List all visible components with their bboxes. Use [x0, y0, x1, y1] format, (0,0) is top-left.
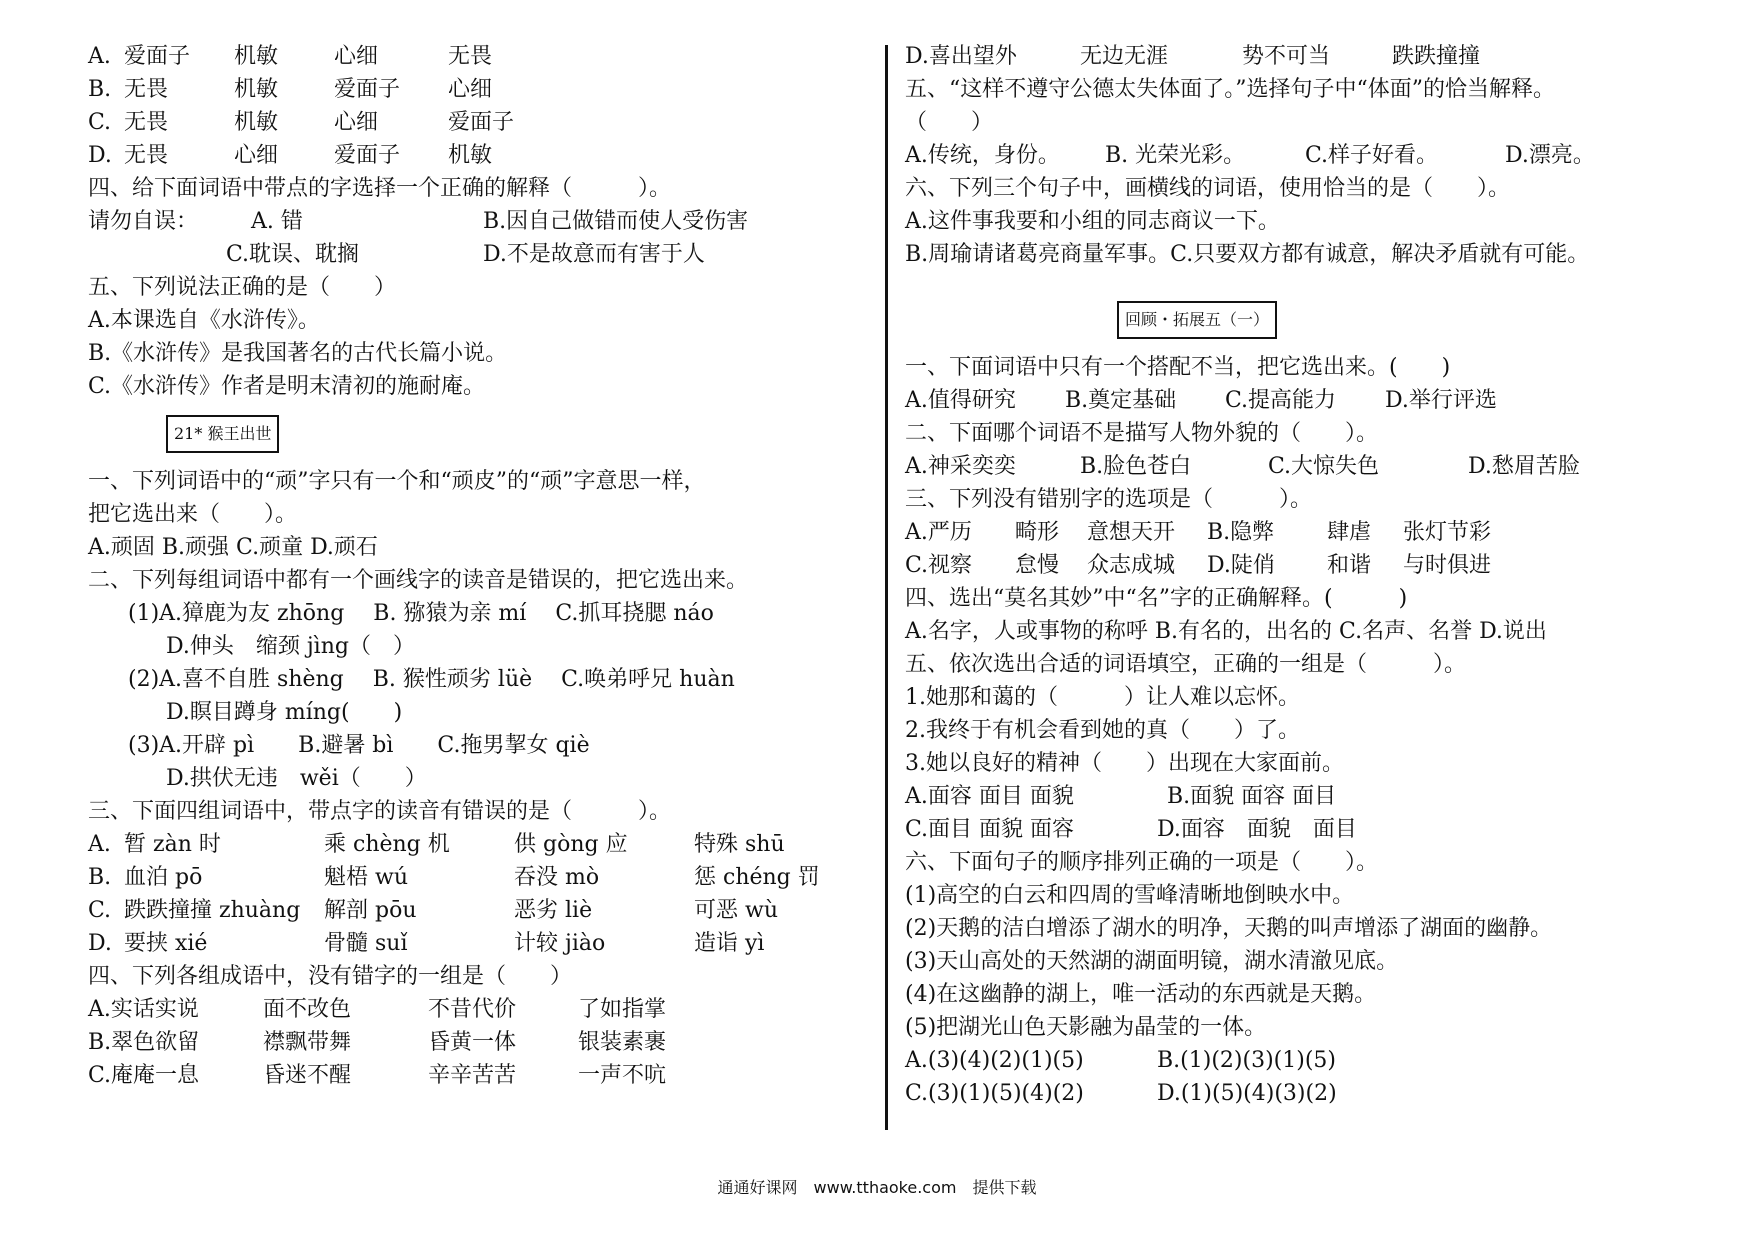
footer-credit: 通通好课网 www.tthaoke.com 提供下载 — [717, 1178, 1037, 1197]
r-q5-paren: （ ） — [905, 110, 994, 135]
q5-option-a: A.本课选自《水浒传》。 — [88, 308, 320, 333]
r3-title: 三、下列没有错别字的选项是（ ）。 — [905, 487, 1313, 512]
s1-options: A.顽固 B.顽强 C.顽童 D.顽石 — [88, 535, 378, 560]
r1-title: 一、下面词语中只有一个搭配不当，把它选出来。( ) — [905, 355, 1451, 380]
s2-group3-d: D.拱伏无违 wěi（ ） — [166, 766, 427, 791]
s2-group2-d: D.瞑目蹲身 míng( ) — [166, 700, 403, 725]
s2-group1: (1)A.獐鹿为友 zhōng B. 猕猿为亲 mí C.抓耳挠腮 náo — [128, 601, 714, 626]
q3-option-b: B. 无畏 机敏 爱面子 心细 — [88, 77, 493, 102]
r5-sentence-2: 2.我终于有机会看到她的真（ ）了。 — [905, 718, 1300, 743]
r5-options-ab: A.面容 面目 面貌 B.面貌 面容 面目 — [905, 784, 1337, 809]
r5-options-cd: C.面目 面貌 面容 D.面容 面貌 面目 — [905, 817, 1357, 842]
review-title: 回顾・拓展五（一） — [1117, 301, 1277, 339]
s2-group1-d: D.伸头 缩颈 jìng（ ） — [166, 634, 415, 659]
lesson-21-heading — [88, 409, 888, 459]
r6-sentence-2: (2)天鹅的洁白增添了湖水的明净，天鹅的叫声增添了湖面的幽静。 — [905, 916, 1553, 941]
r2-title: 二、下面哪个词语不是描写人物外貌的（ ）。 — [905, 421, 1379, 446]
r3-row1: A.严历 畸形 意想天开 B.隐弊 肆虐 张灯节彩 — [905, 520, 1492, 545]
s3-row-b: B. 血泊 pō 魁梧 wú 吞没 mò 惩 chéng 罚 — [88, 865, 820, 890]
r6-sentence-5: (5)把湖光山色天影融为晶莹的一体。 — [905, 1015, 1267, 1040]
r1-options: A.值得研究 B.奠定基础 C.提高能力 D.举行评选 — [905, 388, 1497, 413]
q5-option-b: B.《水浒传》是我国著名的古代长篇小说。 — [88, 341, 508, 366]
right-column — [905, 40, 1725, 1110]
r6-title: 六、下面句子的顺序排列正确的一项是（ ）。 — [905, 850, 1379, 875]
r-q5-options: A.传统，身份。 B. 光荣光彩。 C.样子好看。 D.漂亮。 — [905, 143, 1595, 168]
r5-sentence-3: 3.她以良好的精神（ ）出现在大家面前。 — [905, 751, 1344, 776]
r6-options-ab: A.(3)(4)(2)(1)(5) B.(1)(2)(3)(1)(5) — [905, 1048, 1336, 1073]
r5-title: 五、依次选出合适的词语填空，正确的一组是（ ）。 — [905, 652, 1467, 677]
q3-option-d: D. 无畏 心细 爱面子 机敏 — [88, 143, 493, 168]
s3-row-a: A. 暂 zàn 时 乘 chèng 机 供 gòng 应 特殊 shū — [88, 832, 785, 857]
review-heading — [905, 295, 1725, 345]
r-q6-title: 六、下列三个句子中，画横线的词语，使用恰当的是（ ）。 — [905, 176, 1511, 201]
q4-option-d-line: D.喜出望外 无边无涯 势不可当 跌跌撞撞 — [905, 44, 1481, 69]
lesson-21-title: 21* 猴王出世 — [166, 415, 279, 453]
s2-group3: (3)A.开辟 pì B.避暑 bì C.拖男挈女 qiè — [128, 733, 590, 758]
s4-row-a: A.实话实说 面不改色 不昔代价 了如指掌 — [88, 997, 667, 1022]
q5-title: 五、下列说法正确的是（ ） — [88, 275, 397, 300]
s4-row-c: C.庵庵一息 昏迷不醒 辛辛苦苦 一声不吭 — [88, 1063, 667, 1088]
r6-sentence-1: (1)高空的白云和四周的雪峰清晰地倒映水中。 — [905, 883, 1355, 908]
s3-row-d: D. 要挟 xié 骨髓 suǐ 计较 jiào 造诣 yì — [88, 931, 765, 956]
q3-option-a: A. 爱面子 机敏 心细 无畏 — [88, 44, 493, 69]
left-column — [88, 40, 888, 1092]
s1-title: 一、下列词语中的“顽”字只有一个和“顽皮”的“顽”字意思一样， — [88, 469, 706, 494]
q4-word-line: 请勿自误： A. 错 B.因自己做错而使人受伤害 — [88, 205, 888, 238]
r5-sentence-1: 1.她那和蔼的（ ）让人难以忘怀。 — [905, 685, 1300, 710]
r6-sentence-4: (4)在这幽静的湖上，唯一活动的东西就是天鹅。 — [905, 982, 1377, 1007]
r-q6-option-bc: B.周瑜请诸葛亮商量军事。C.只要双方都有诚意，解决矛盾就有可能。 — [905, 242, 1590, 267]
s2-group2: (2)A.喜不自胜 shèng B. 猴性顽劣 lüè C.唤弟呼兄 huàn — [128, 667, 735, 692]
s2-title: 二、下列每组词语中都有一个画线字的读音是错误的，把它选出来。 — [88, 568, 749, 593]
r2-options: A.神采奕奕 B.脸色苍白 C.大惊失色 D.愁眉苦脸 — [905, 454, 1580, 479]
r-q6-option-a: A.这件事我要和小组的同志商议一下。 — [905, 209, 1280, 234]
q4-cd-line: C.耽误、耽搁 D.不是故意而有害于人 — [226, 242, 705, 267]
r6-options-cd: C.(3)(1)(5)(4)(2) D.(1)(5)(4)(3)(2) — [905, 1081, 1337, 1106]
q4-title: 四、给下面词语中带点的字选择一个正确的解释（ ）。 — [88, 176, 672, 201]
column-divider — [885, 45, 888, 1130]
s3-row-c: C. 跌跌撞撞 zhuàng 解剖 pōu 恶劣 liè 可恶 wù — [88, 898, 778, 923]
r-q5-title: 五、“这样不遵守公德太失体面了。”选择句子中“体面”的恰当解释。 — [905, 77, 1555, 102]
s4-title: 四、下列各组成语中，没有错字的一组是（ ） — [88, 964, 573, 989]
q3-option-c: C. 无畏 机敏 心细 爱面子 — [88, 110, 515, 135]
q5-option-c: C.《水浒传》作者是明末清初的施耐庵。 — [88, 374, 486, 399]
r3-row2: C.视察 怠慢 众志成城 D.陡俏 和谐 与时俱进 — [905, 553, 1492, 578]
s4-row-b: B.翠色欲留 襟飘带舞 昏黄一体 银装素裹 — [88, 1030, 667, 1055]
r6-sentence-3: (3)天山高处的天然湖的湖面明镜，湖水清澈见底。 — [905, 949, 1399, 974]
r4-title: 四、选出“莫名其妙”中“名”字的正确解释。( ) — [905, 586, 1408, 611]
q4-word: 请勿自误： — [88, 209, 199, 234]
s1-title-cont: 把它选出来（ ）。 — [88, 502, 298, 527]
r4-options: A.名字，人或事物的称呼 B.有名的，出名的 C.名声、名誉 D.说出 — [905, 619, 1547, 644]
s3-title: 三、下面四组词语中，带点字的读音有错误的是（ ）。 — [88, 799, 672, 824]
